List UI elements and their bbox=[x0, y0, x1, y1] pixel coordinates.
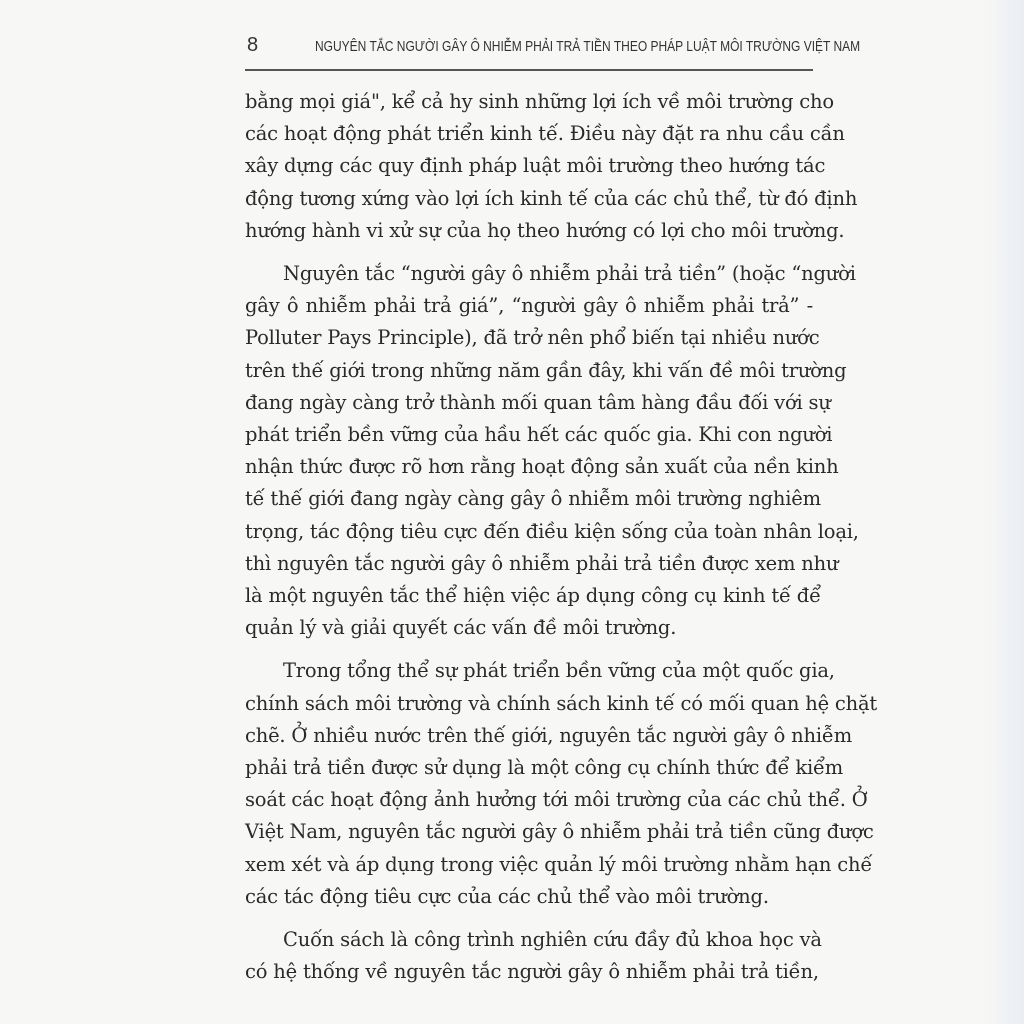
text-line: Trong tổng thể sự phát triển bền vững của một quốc gia, bbox=[283, 659, 835, 683]
text-line: đang ngày càng trở thành mối quan tâm hàng đầu đối với sự bbox=[245, 390, 831, 414]
paragraph bbox=[245, 258, 859, 644]
text-line: xem xét và áp dụng trong việc quản lý môi trường nhằm hạn chế bbox=[245, 852, 873, 876]
header-rule bbox=[245, 69, 813, 71]
text-line: động tương xứng vào lợi ích kinh tế của các chủ thể, từ đó định bbox=[245, 186, 858, 210]
page-edge-shadow bbox=[984, 0, 1024, 1024]
text-line: các tác động tiêu cực của các chủ thể vào môi trường. bbox=[245, 884, 769, 908]
text-line: Nguyên tắc “người gây ô nhiễm phải trả tiền” (hoặc “người bbox=[283, 262, 856, 286]
text-line: phát triển bền vững của hầu hết các quốc gia. Khi con người bbox=[245, 423, 833, 447]
paragraph bbox=[245, 655, 878, 913]
paragraph bbox=[245, 86, 858, 247]
text-line: trên thế giới trong những năm gần đây, khi vấn đề môi trường bbox=[245, 358, 847, 382]
text-line: các hoạt động phát triển kinh tế. Điều này đặt ra nhu cầu cần bbox=[245, 122, 845, 146]
text-line: chính sách môi trường và chính sách kinh tế có mối quan hệ chặt bbox=[245, 691, 878, 715]
text-line: bằng mọi giá", kể cả hy sinh những lợi ích về môi trường cho bbox=[245, 90, 834, 113]
text-line: phải trả tiền được sử dụng là một công cụ chính thức để kiểm bbox=[245, 756, 844, 780]
text-line: Việt Nam, nguyên tắc người gây ô nhiễm phải trả tiền cũng được bbox=[245, 820, 874, 844]
text-line: chẽ. Ở nhiều nước trên thế giới, nguyên tắc người gây ô nhiễm bbox=[245, 723, 853, 747]
text-line: trọng, tác động tiêu cực đến điều kiện sống của toàn nhân loại, bbox=[245, 519, 859, 543]
text-line: Polluter Pays Principle), đã trở nên phổ biến tại nhiều nước bbox=[245, 326, 820, 350]
text-line: gây ô nhiễm phải trả giá”, “người gây ô nhiễm phải trả” - bbox=[245, 294, 813, 318]
text-line: tế thế giới đang ngày càng gây ô nhiễm môi trường nghiêm bbox=[245, 487, 821, 511]
page-number: 8 bbox=[247, 34, 259, 56]
text-line: soát các hoạt động ảnh hưởng tới môi trường của các chủ thể. Ở bbox=[245, 788, 868, 812]
running-title: NGUYÊN TẮC NGƯỜI GÂY Ô NHIỄM PHẢI TRẢ TIỀN THEO PHÁP LUẬT MÔI TRƯỜNG VIỆT NAM bbox=[315, 38, 861, 55]
text-line: Cuốn sách là công trình nghiên cứu đầy đủ khoa học và bbox=[283, 928, 822, 952]
text-line: có hệ thống về nguyên tắc người gây ô nhiễm phải trả tiền, bbox=[245, 960, 819, 984]
text-line: nhận thức được rõ hơn rằng hoạt động sản xuất của nền kinh bbox=[245, 455, 839, 479]
body-text bbox=[245, 86, 878, 999]
text-line: quản lý và giải quyết các vấn đề môi trường. bbox=[245, 616, 677, 640]
text-line: là một nguyên tắc thể hiện việc áp dụng công cụ kinh tế để bbox=[245, 584, 821, 608]
paragraph bbox=[245, 924, 822, 988]
text-line: thì nguyên tắc người gây ô nhiễm phải trả tiền được xem như bbox=[245, 551, 839, 575]
text-line: hướng hành vi xử sự của họ theo hướng có lợi cho môi trường. bbox=[245, 218, 845, 242]
text-line: xây dựng các quy định pháp luật môi trường theo hướng tác bbox=[245, 154, 826, 178]
